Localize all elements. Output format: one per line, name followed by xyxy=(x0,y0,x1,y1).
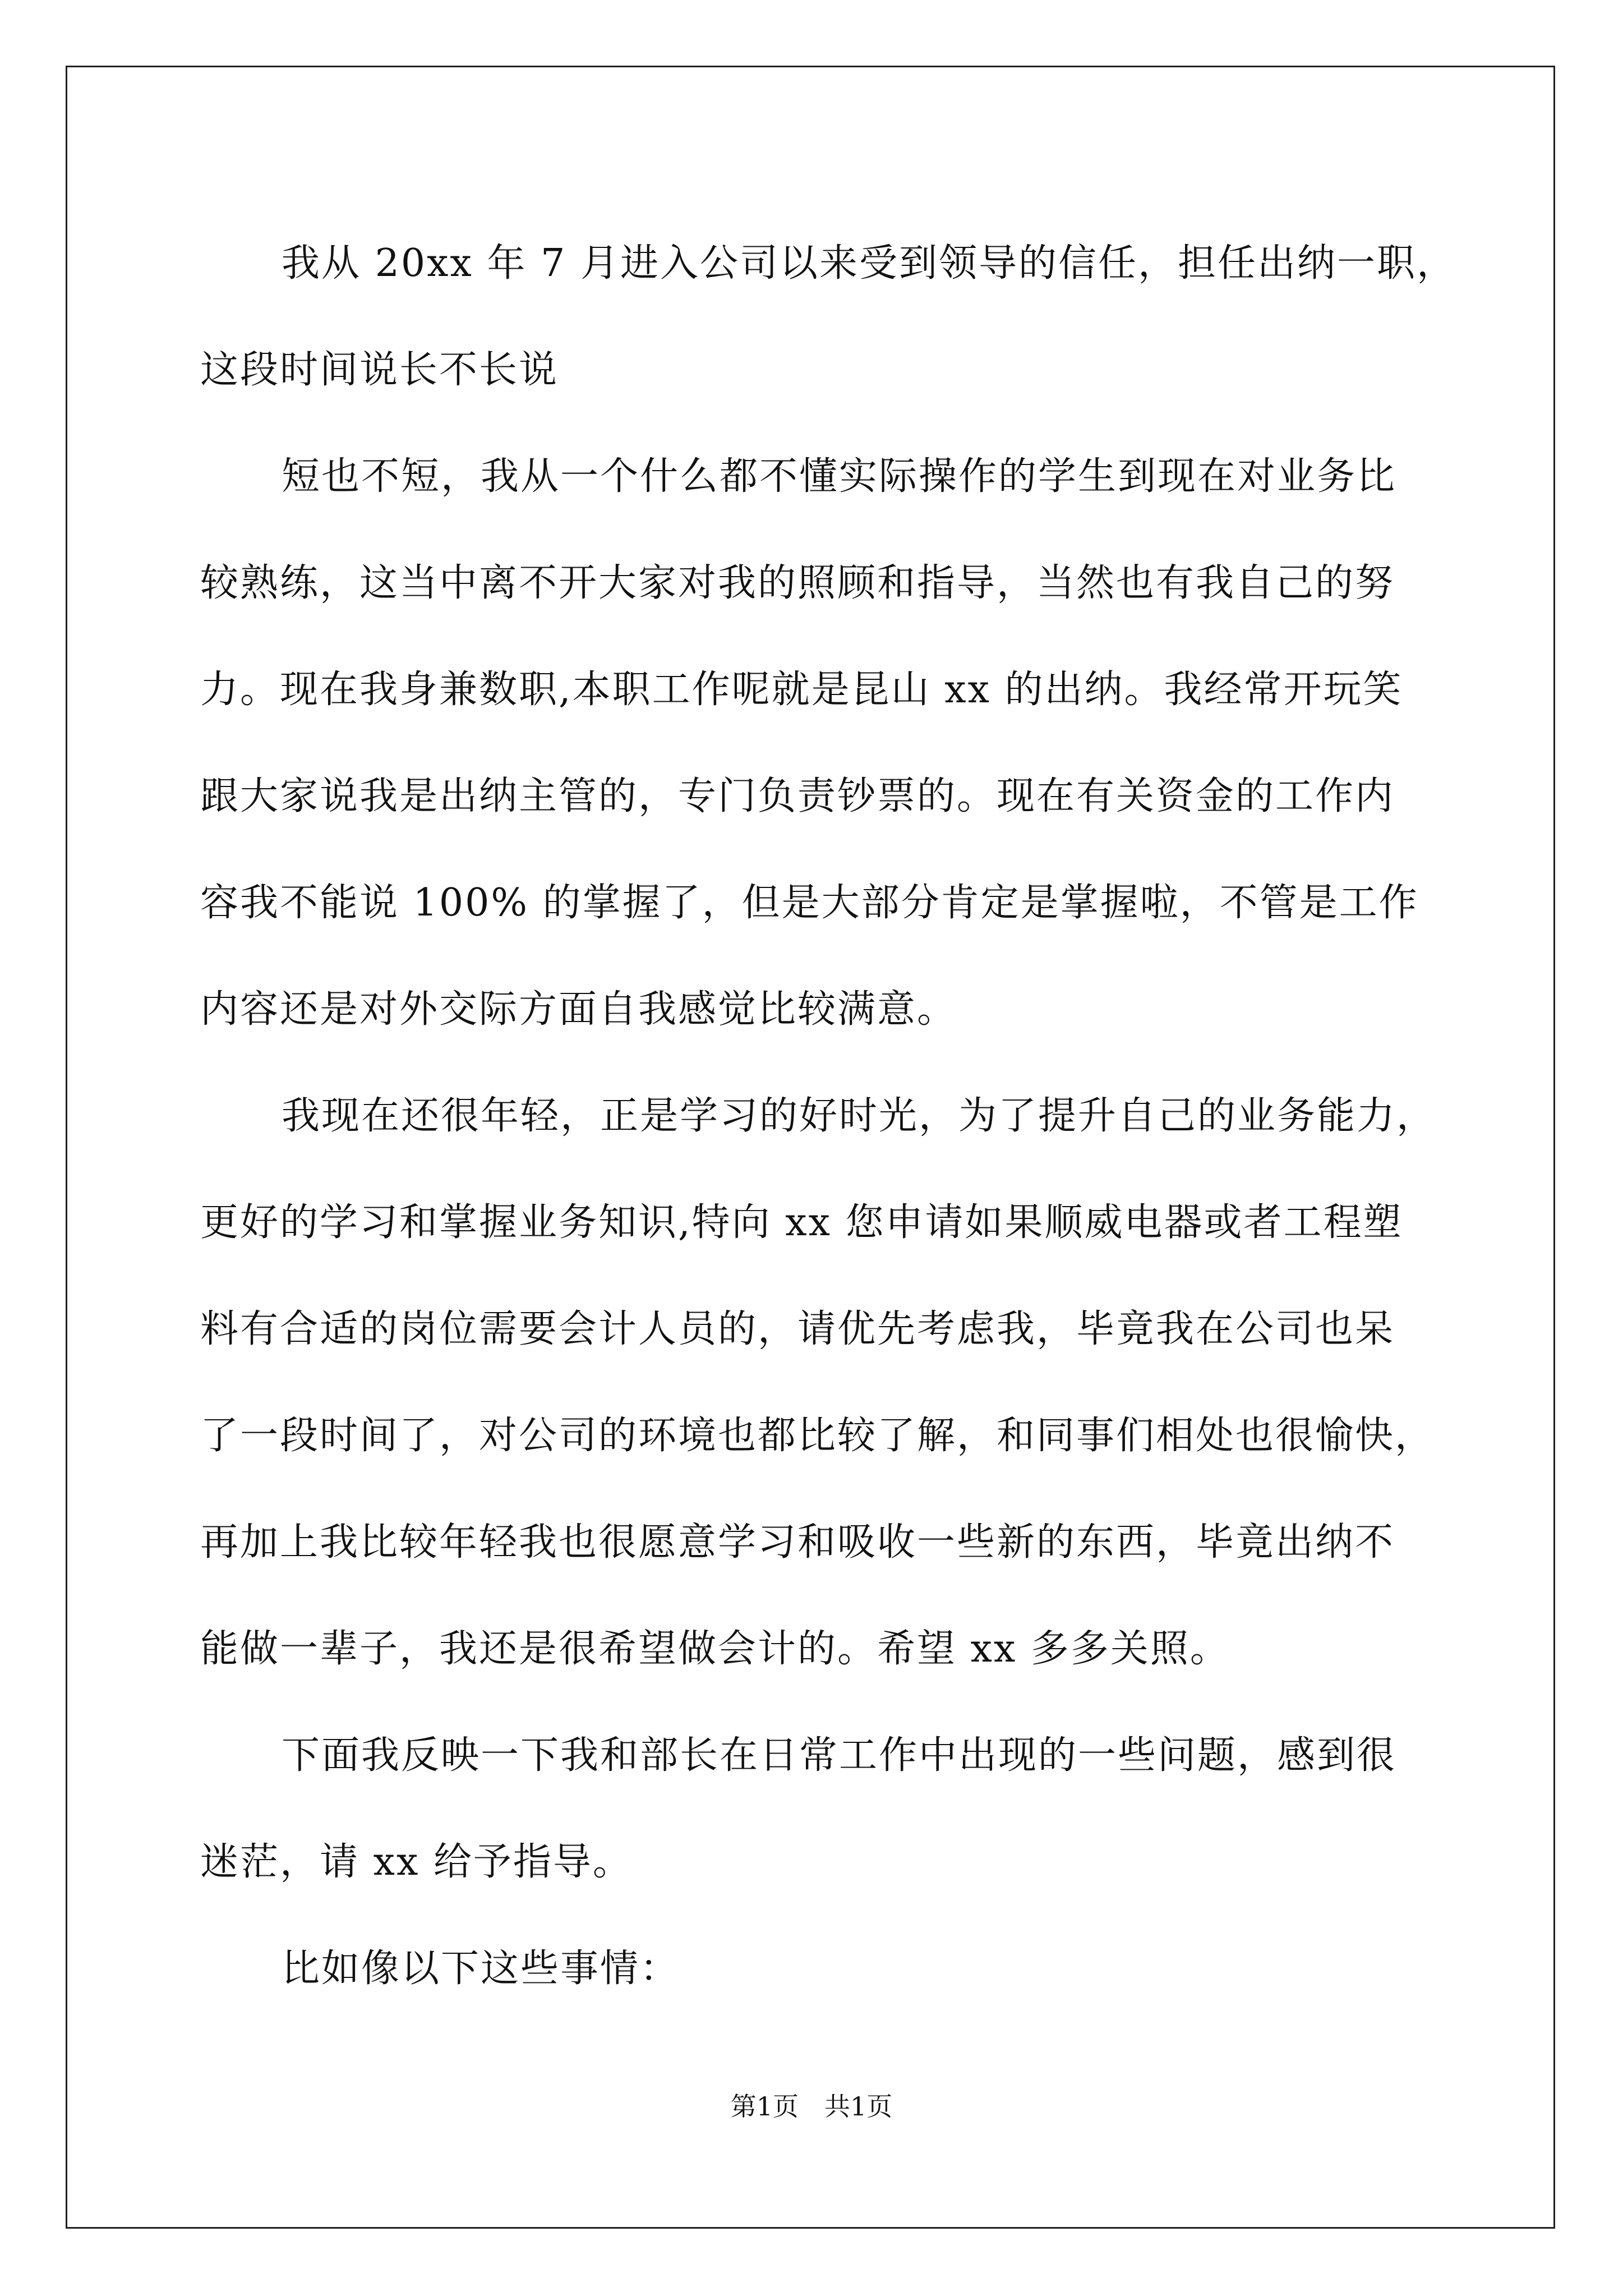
paragraph-3-line-5: 再加上我比较年轻我也很愿意学习和吸收一些新的东西，毕竟出纳不 xyxy=(200,1520,1395,1565)
paragraph-2-line-4: 跟大家说我是出纳主管的，专门负责钞票的。现在有关资金的工作内 xyxy=(200,774,1395,818)
paragraph-2-line-1: 短也不短，我从一个什么都不懂实际操作的学生到现在对业务比 xyxy=(282,454,1397,499)
paragraph-1-line-2: 这段时间说长不长说 xyxy=(200,348,559,392)
document-body xyxy=(200,210,1456,2022)
paragraph-2-line-5: 容我不能说 100% 的掌握了，但是大部分肯定是掌握啦，不管是工作 xyxy=(200,881,1419,925)
paragraph-1-line-1: 我从 20xx 年 7 月进入公司以来受到领导的信任，担任出纳一职， xyxy=(282,241,1456,286)
page-footer: 第1页 共1页 xyxy=(730,2091,893,2122)
paragraph-3-line-4: 了一段时间了，对公司的环境也都比较了解，和同事们相处也很愉快， xyxy=(200,1414,1435,1458)
paragraph-4-line-1: 下面我反映一下我和部长在日常工作中出现的一些问题，感到很 xyxy=(282,1733,1397,1778)
paragraph-3-line-6: 能做一辈子，我还是很希望做会计的。希望 xx 多多关照。 xyxy=(200,1627,1230,1671)
paragraph-2-line-6: 内容还是对外交际方面自我感觉比较满意。 xyxy=(200,987,957,1032)
paragraph-4-line-2: 迷茫，请 xx 给予指导。 xyxy=(200,1840,633,1884)
paragraph-2-line-3: 力。现在我身兼数职,本职工作呢就是昆山 xx 的出纳。我经常开玩笑 xyxy=(200,668,1403,712)
paragraph-5-line-1: 比如像以下这些事情： xyxy=(282,1947,680,1991)
paragraph-3-line-3: 料有合适的岗位需要会计人员的，请优先考虑我，毕竟我在公司也呆 xyxy=(200,1307,1395,1351)
paragraph-3-line-1: 我现在还很年轻，正是学习的好时光，为了提升自己的业务能力， xyxy=(282,1094,1437,1138)
paragraph-3-line-2: 更好的学习和掌握业务知识,特向 xx 您申请如果顺威电器或者工程塑 xyxy=(200,1200,1403,1245)
paragraph-2-line-2: 较熟练，这当中离不开大家对我的照顾和指导，当然也有我自己的努 xyxy=(200,561,1395,605)
